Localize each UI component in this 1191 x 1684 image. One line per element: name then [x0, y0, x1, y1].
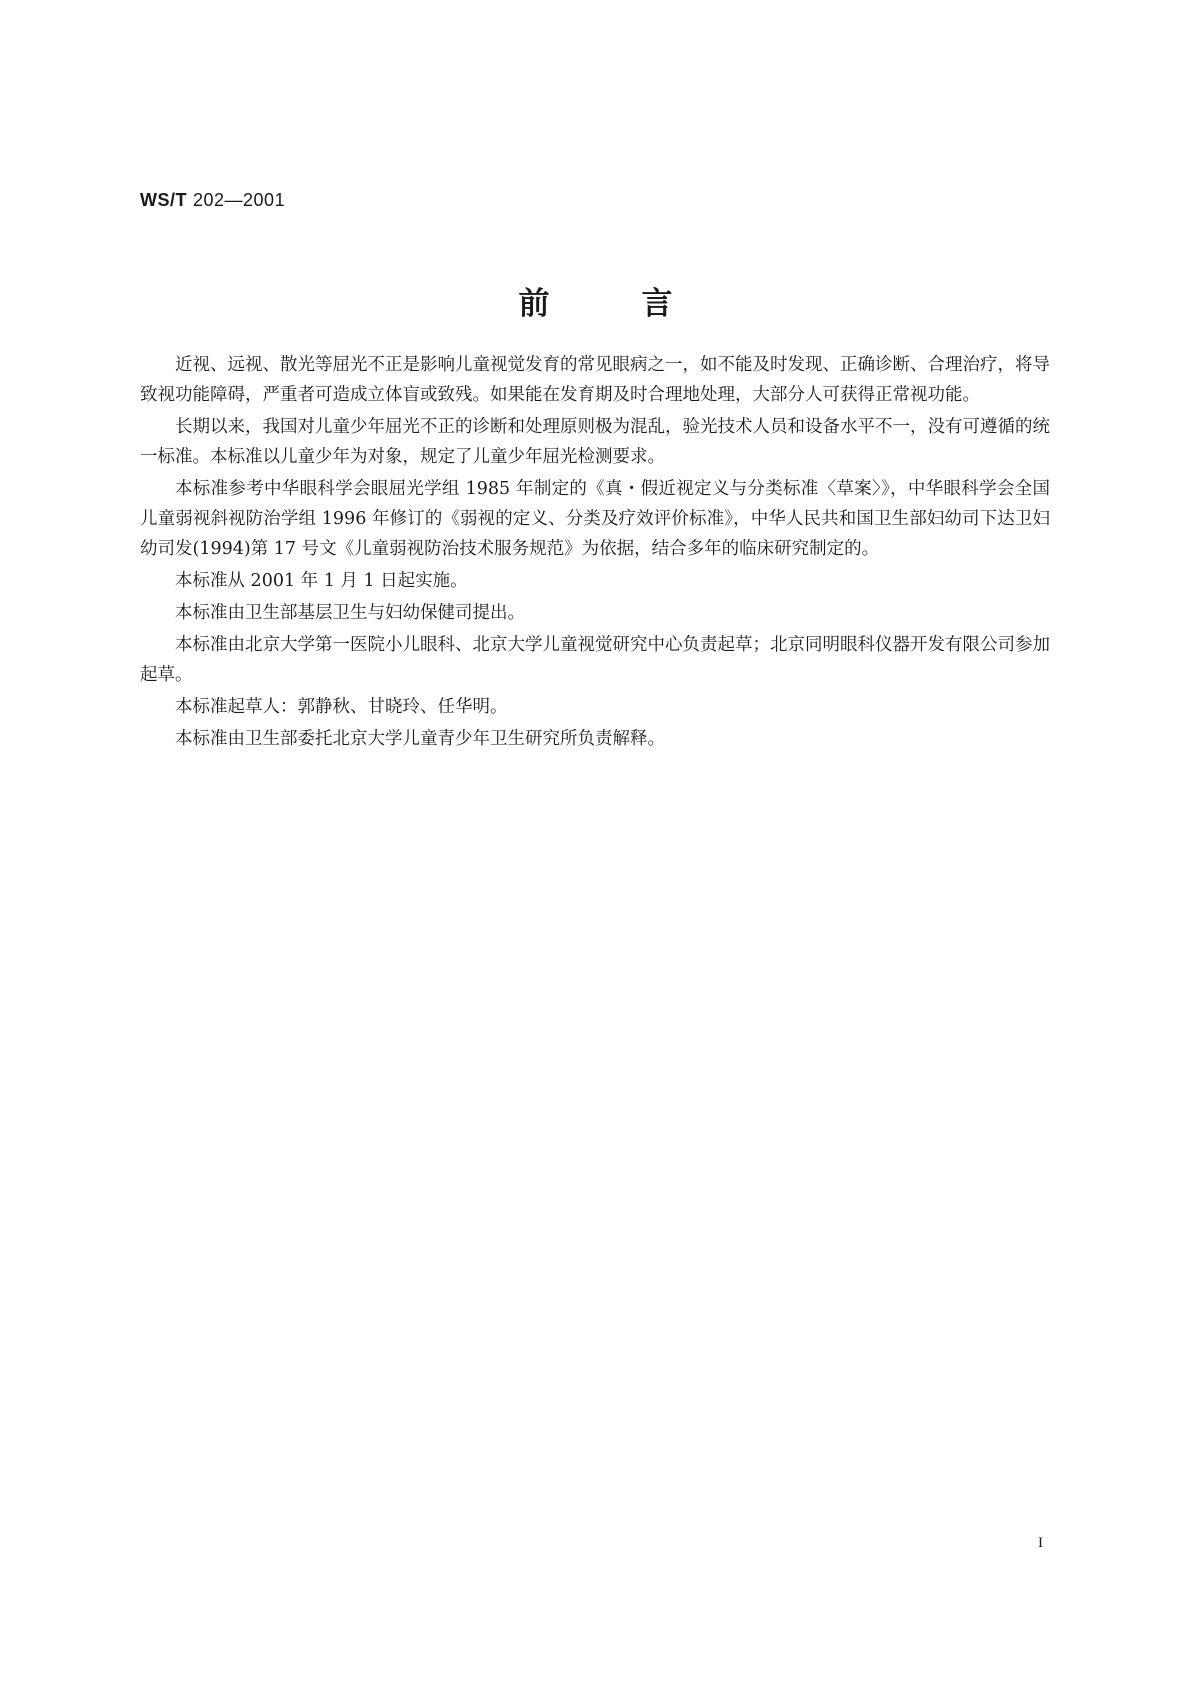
- standard-code-prefix: WS/T: [140, 190, 187, 210]
- page-title: [0, 278, 1191, 323]
- paragraph-7: 本标准起草人：郭静秋、甘晓玲、任华明。: [175, 697, 508, 717]
- paragraph-6: 本标准由北京大学第一医院小儿眼科、北京大学儿童视觉研究中心负责起草；北京同明眼科仪器开发有限公司参加起草。: [140, 635, 1050, 685]
- standard-code: [140, 190, 285, 211]
- paragraph-5: 本标准由卫生部基层卫生与妇幼保健司提出。: [175, 603, 525, 623]
- paragraph-1: 近视、远视、散光等屈光不正是影响儿童视觉发育的常见眼病之一，如不能及时发现、正确诊断、合理治疗，将导致视功能障碍，严重者可造成立体盲或致残。如果能在发育期及时合理地处理，大部分人可获得正常视功能。: [140, 355, 1050, 405]
- paragraph-3: 本标准参考中华眼科学会眼屈光学组 1985 年制定的《真・假近视定义与分类标准〈草案〉》，中华眼科学会全国儿童弱视斜视防治学组 1996 年修订的《弱视的定义、分类及疗效评价标准》，中华人民共和国卫生部妇幼司下达卫妇幼司发(1994)第 17 号文《儿童弱视防治技术服务规范》为依据，结合多年的临床研究制定的。: [140, 479, 1050, 559]
- paragraph-2: 长期以来，我国对儿童少年屈光不正的诊断和处理原则极为混乱，验光技术人员和设备水平不一，没有可遵循的统一标准。本标准以儿童少年为对象，规定了儿童少年屈光检测要求。: [140, 417, 1050, 467]
- paragraph-8: 本标准由卫生部委托北京大学儿童青少年卫生研究所负责解释。: [175, 729, 665, 749]
- page-number: I: [1038, 1535, 1043, 1551]
- standard-code-number: 202—2001: [193, 190, 286, 210]
- paragraph-4: 本标准从 2001 年 1 月 1 日起实施。: [175, 571, 468, 591]
- title-char-1: 前: [518, 286, 550, 322]
- foreword-body: [140, 350, 1050, 756]
- title-char-2: 言: [641, 286, 673, 322]
